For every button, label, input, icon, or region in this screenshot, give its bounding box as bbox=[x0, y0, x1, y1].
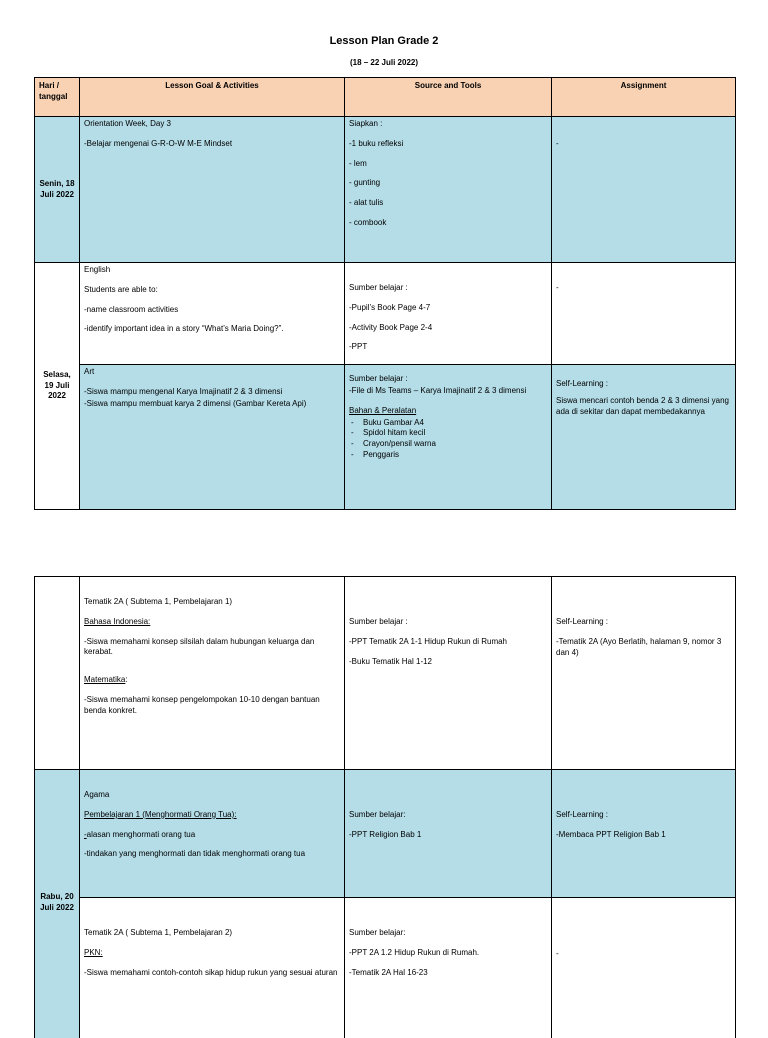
goal-wednesday-agama bbox=[80, 770, 345, 898]
header-assignment: Assignment bbox=[552, 78, 736, 117]
assignment-line: Siswa mencari contoh benda 2 & 3 dimensi yang ada di sekitar dan dapat membedakannya bbox=[556, 395, 729, 416]
subject-title: PKN: bbox=[84, 947, 103, 957]
lesson-plan-table-page-1 bbox=[34, 77, 736, 510]
goal-wednesday-tematik-2 bbox=[80, 898, 345, 1038]
source-line: -File di Ms Teams – Karya Imajinatif 2 & 3 dimensi bbox=[349, 385, 527, 395]
source-line: -PPT Tematik 2A 1-1 Hidup Rukun di Rumah bbox=[349, 636, 508, 646]
goal-line: -Siswa mampu membuat karya 2 dimensi (Gambar Kereta Api) bbox=[84, 398, 307, 408]
subject-title: Pembelajaran 1 (Menghormati Orang Tua): bbox=[84, 809, 237, 819]
assignment-line: -Tematik 2A (Ayo Berlatih, halaman 9, nomor 3 dan 4) bbox=[556, 636, 722, 657]
materials-title: Bahan & Peralatan bbox=[349, 405, 417, 415]
assignment-wednesday-tematik-2: - bbox=[552, 898, 736, 1038]
goal-line: -Siswa memahami konsep pengelompokan 10-10 dengan bantuan benda konkret. bbox=[84, 694, 320, 715]
goal-line: Tematik 2A ( Subtema 1, Pembelajaran 2) bbox=[84, 928, 233, 937]
header-day: Hari / tanggal bbox=[35, 78, 80, 117]
row-monday bbox=[35, 117, 736, 263]
colon: : bbox=[125, 675, 128, 685]
goal-line: Orientation Week, Day 3 bbox=[84, 119, 172, 128]
goal-tuesday-art bbox=[80, 365, 345, 510]
source-wednesday-tematik-2 bbox=[345, 898, 552, 1038]
goal-line: Students are able to: bbox=[84, 284, 158, 294]
assignment-line: Self-Learning : bbox=[556, 379, 609, 389]
day-wednesday: Rabu, 20 Juli 2022 bbox=[35, 770, 80, 1038]
source-line: - combook bbox=[349, 217, 387, 227]
day-monday: Senin, 18 Juli 2022 bbox=[35, 117, 80, 263]
goal-line: -Siswa memahami konsep silsilah dalam hubungan keluarga dan kerabat. bbox=[84, 636, 315, 657]
goal-line: Art bbox=[84, 367, 95, 377]
assignment-tuesday-art bbox=[552, 365, 736, 510]
row-tuesday-art bbox=[35, 365, 736, 510]
source-line: Sumber belajar : bbox=[349, 617, 408, 626]
subject-title: Matematika bbox=[84, 675, 126, 685]
day-tuesday: Selasa, 19 Juli 2022 bbox=[35, 263, 80, 510]
source-line: -PPT 2A 1.2 Hidup Rukun di Rumah. bbox=[349, 947, 480, 957]
subject-title-line bbox=[84, 675, 340, 686]
assignment-line: -Membaca PPT Religion Bab 1 bbox=[556, 829, 666, 839]
source-wednesday-agama bbox=[345, 770, 552, 898]
material-item: - Penggaris bbox=[349, 450, 547, 461]
assignment-line: Self-Learning : bbox=[556, 810, 609, 819]
source-line: Sumber belajar : bbox=[349, 374, 408, 384]
row-wednesday-tematik-2 bbox=[35, 898, 736, 1038]
source-line: -Pupil’s Book Page 4-7 bbox=[349, 302, 431, 312]
source-line: Sumber belajar : bbox=[349, 283, 408, 292]
material-item: - Crayon/pensil warna bbox=[349, 439, 547, 450]
header-source: Source and Tools bbox=[345, 78, 552, 117]
source-line: -PPT Religion Bab 1 bbox=[349, 829, 422, 839]
header-row bbox=[35, 78, 736, 117]
row-wednesday-agama bbox=[35, 770, 736, 898]
source-line: -Buku Tematik Hal 1-12 bbox=[349, 656, 432, 666]
goal-line: Agama bbox=[84, 790, 110, 799]
source-line: -Tematik 2A Hal 16-23 bbox=[349, 967, 428, 977]
source-line: - alat tulis bbox=[349, 198, 384, 208]
goal-line: Tematik 2A ( Subtema 1, Pembelajaran 1) bbox=[84, 597, 233, 606]
source-line: -PPT bbox=[349, 342, 368, 352]
goal-line: -name classroom activities bbox=[84, 304, 179, 314]
goal-line: -Siswa memahami contoh-contoh sikap hidup rukun yang sesuai aturan bbox=[84, 967, 338, 977]
source-line: -1 buku refleksi bbox=[349, 138, 404, 148]
source-line: Siapkan : bbox=[349, 119, 383, 128]
row-tuesday-english bbox=[35, 263, 736, 365]
spacer bbox=[349, 398, 547, 406]
goal-line: -Belajar mengenai G-R-O-W M-E Mindset bbox=[84, 138, 233, 148]
source-tuesday-art bbox=[345, 365, 552, 510]
material-item: - Buku Gambar A4 bbox=[349, 418, 547, 429]
goal-line: English bbox=[84, 265, 111, 274]
goal-wednesday-tematik-1 bbox=[80, 577, 345, 770]
row-wednesday-tematik-1 bbox=[35, 577, 736, 770]
assignment-monday: - bbox=[552, 117, 736, 263]
assignment-wednesday-tematik-1 bbox=[552, 577, 736, 770]
goal-line: -Siswa mampu mengenal Karya Imajinatif 2 & 3 dimensi bbox=[84, 386, 283, 396]
goal-tuesday-english bbox=[80, 263, 345, 365]
source-line: - gunting bbox=[349, 178, 381, 188]
goal-line: -tindakan yang menghormati dan tidak menghormati orang tua bbox=[84, 849, 306, 859]
source-line: Sumber belajar: bbox=[349, 810, 406, 819]
document-date-range: (18 – 22 Juli 2022) bbox=[349, 58, 419, 67]
source-wednesday-tematik-1 bbox=[345, 577, 552, 770]
spacer bbox=[84, 667, 340, 675]
assignment-wednesday-agama bbox=[552, 770, 736, 898]
source-monday bbox=[345, 117, 552, 263]
source-line: -Activity Book Page 2-4 bbox=[349, 322, 433, 332]
goal-text: alasan menghormati orang tua bbox=[86, 829, 196, 839]
goal-monday bbox=[80, 117, 345, 263]
source-tuesday-english bbox=[345, 263, 552, 365]
material-item: - Spidol hitam kecil bbox=[349, 428, 547, 439]
document-title: Lesson Plan Grade 2 bbox=[329, 35, 439, 47]
header-goal: Lesson Goal & Activities bbox=[80, 78, 345, 117]
assignment-line: Self-Learning : bbox=[556, 617, 609, 626]
source-line: Sumber belajar: bbox=[349, 928, 406, 937]
lesson-plan-table-page-2 bbox=[34, 576, 736, 1038]
source-line: - lem bbox=[349, 158, 367, 168]
goal-line bbox=[84, 830, 340, 841]
subject-title: Bahasa Indonesia: bbox=[84, 616, 151, 626]
day-empty bbox=[35, 577, 80, 770]
goal-line: -identify important idea in a story “What’s Maria Doing?”. bbox=[84, 324, 284, 334]
assignment-tuesday-english: - bbox=[552, 263, 736, 365]
dash: - bbox=[84, 829, 87, 839]
